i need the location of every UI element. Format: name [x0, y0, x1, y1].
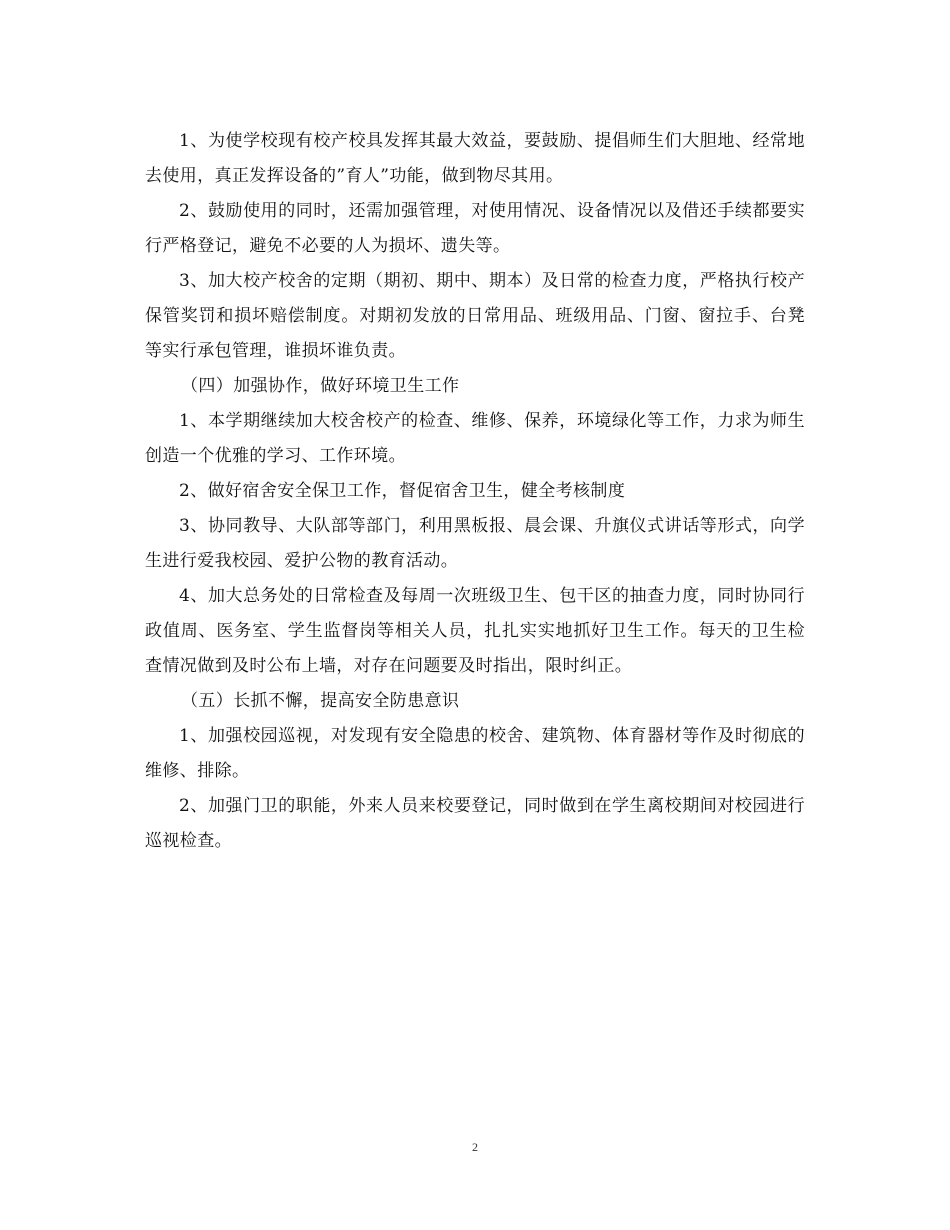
section-heading: （四）加强协作，做好环境卫生工作: [181, 376, 460, 396]
paragraph: 1、加强校园巡视，对发现有安全隐患的校舍、建筑物、体育器材等作及时彻底的维修、排除。: [145, 726, 805, 781]
paragraph: 2、加强门卫的职能，外来人员来校要登记，同时做到在学生离校期间对校园进行巡视检查。: [145, 796, 805, 851]
paragraph: 3、加大校产校舍的定期（期初、期中、期本）及日常的检查力度，严格执行校产保管奖罚和损坏赔偿制度。对期初发放的日常用品、班级用品、门窗、窗拉手、台凳等实行承包管理，谁损坏谁负责。: [145, 271, 805, 361]
paragraph: 3、协同教导、大队部等部门，利用黑板报、晨会课、升旗仪式讲话等形式，向学生进行爱我校园、爱护公物的教育活动。: [145, 516, 805, 571]
paragraph: 1、本学期继续加大校舍校产的检查、维修、保养，环境绿化等工作，力求为师生创造一个优雅的学习、工作环境。: [145, 411, 805, 466]
paragraph: 4、加大总务处的日常检查及每周一次班级卫生、包干区的抽查力度，同时协同行政值周、医务室、学生监督岗等相关人员，扎扎实实地抓好卫生工作。每天的卫生检查情况做到及时公布上墙，对存在问题要及时指出，限时纠正。: [145, 586, 805, 676]
paragraph: 2、做好宿舍安全保卫工作，督促宿舍卫生，健全考核制度: [179, 481, 626, 501]
document-body: [145, 124, 805, 859]
page-number: 2: [472, 1140, 478, 1154]
paragraph: 2、鼓励使用的同时，还需加强管理，对使用情况、设备情况以及借还手续都要实行严格登记，避免不必要的人为损坏、遗失等。: [145, 201, 805, 256]
paragraph: 1、为使学校现有校产校具发挥其最大效益，要鼓励、提倡师生们大胆地、经常地去使用，真正发挥设备的”育人”功能，做到物尽其用。: [145, 131, 805, 186]
section-heading: （五）长抓不懈，提高安全防患意识: [181, 691, 460, 711]
